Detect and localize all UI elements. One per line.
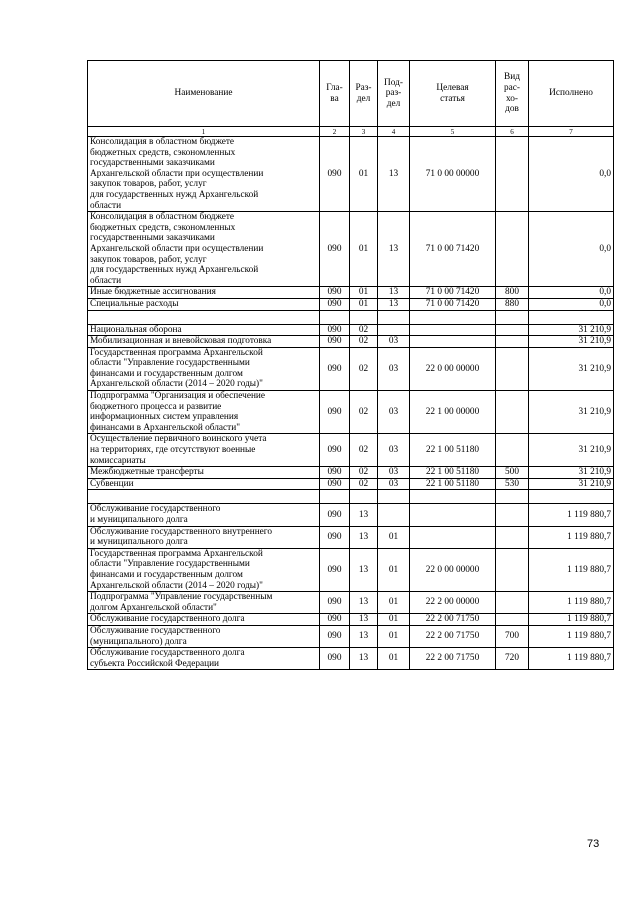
table-row (88, 548, 614, 591)
cell-name (88, 434, 320, 467)
cell-executed: 31 210,9 (529, 324, 614, 336)
table-row (88, 614, 614, 626)
spacer-cell (410, 490, 496, 504)
cell-razdel: 13 (350, 648, 378, 670)
cell-podrazdel: 03 (378, 434, 410, 467)
cell-name (88, 467, 320, 479)
cell-razdel: 13 (350, 592, 378, 614)
text-line: государственными заказчиками (90, 233, 215, 244)
header-vid (496, 61, 529, 127)
text-line: субъекта Российской Федерации (90, 658, 220, 669)
text-line: Осуществление первичного воинского учета (90, 434, 267, 445)
cell-razdel: 13 (350, 504, 378, 526)
cell-executed: 31 210,9 (529, 347, 614, 390)
text-line: финансами и государственным долгом (90, 368, 243, 379)
text-line: Обслуживание государственного долга (90, 648, 245, 659)
cell-glava: 090 (320, 614, 350, 626)
cell-target: 22 1 00 51180 (410, 467, 496, 479)
cell-glava: 090 (320, 548, 350, 591)
cell-name (88, 478, 320, 490)
cell-podrazdel: 13 (378, 137, 410, 212)
text-line: Подпрограмма "Управление государственным (90, 592, 273, 603)
spacer-cell (529, 310, 614, 324)
cell-razdel: 13 (350, 625, 378, 647)
cell-podrazdel: 13 (378, 212, 410, 287)
text-line: Государственная программа Архангельской (90, 347, 263, 358)
table-row (88, 298, 614, 310)
cell-podrazdel: 03 (378, 467, 410, 479)
text-line: Специальные расходы (90, 298, 179, 309)
cell-razdel: 02 (350, 324, 378, 336)
table-row (88, 347, 614, 390)
text-line: Архангельской области (2014 – 2020 годы)" (90, 580, 263, 591)
cell-name (88, 287, 320, 299)
table-row (88, 324, 614, 336)
cell-target: 71 0 00 00000 (410, 137, 496, 212)
cell-name (88, 298, 320, 310)
spacer-cell (320, 490, 350, 504)
text-line: Межбюджетные трансферты (90, 467, 204, 478)
cell-vid: 800 (496, 287, 529, 299)
text-line: Обслуживание государственного (90, 625, 221, 636)
text-line: Архангельской области при осуществлении (90, 243, 264, 254)
page-number: 73 (587, 838, 600, 850)
cell-vid: 530 (496, 478, 529, 490)
cell-podrazdel: 01 (378, 614, 410, 626)
text-line: Субвенции (90, 478, 134, 489)
cell-vid: 700 (496, 625, 529, 647)
cell-target: 22 1 00 00000 (410, 391, 496, 434)
text-line: бюджетного процесса и развитие (90, 401, 222, 412)
spacer-cell (88, 310, 320, 324)
text-line: и муниципального долга (90, 515, 188, 525)
cell-target: 71 0 00 71420 (410, 212, 496, 287)
cell-glava: 090 (320, 336, 350, 348)
cell-executed: 31 210,9 (529, 478, 614, 490)
cell-name (88, 324, 320, 336)
cell-vid (496, 434, 529, 467)
cell-target: 71 0 00 71420 (410, 287, 496, 299)
table-row (88, 592, 614, 614)
text-line: Раз- (355, 82, 372, 93)
text-line: рас- (504, 82, 520, 93)
cell-razdel: 02 (350, 467, 378, 479)
cell-name (88, 137, 320, 212)
cell-executed: 31 210,9 (529, 434, 614, 467)
text-line: дов (505, 104, 519, 115)
text-line: Консолидация в областном бюджете (90, 137, 235, 147)
cell-executed: 31 210,9 (529, 467, 614, 479)
cell-executed: 1 119 880,7 (529, 592, 614, 614)
text-line: и муниципального долга (90, 537, 188, 548)
text-line: Обслуживание государственного долга (90, 614, 245, 625)
cell-executed: 1 119 880,7 (529, 625, 614, 647)
cell-target: 22 0 00 00000 (410, 548, 496, 591)
text-line: закупок товаров, работ, услуг (90, 179, 207, 190)
cell-razdel: 02 (350, 336, 378, 348)
cell-executed: 1 119 880,7 (529, 526, 614, 548)
text-line: Под- (384, 77, 403, 88)
cell-target: 22 2 00 71750 (410, 614, 496, 626)
spacer-cell (529, 490, 614, 504)
cell-name (88, 391, 320, 434)
text-line: государственными заказчиками (90, 158, 215, 169)
cell-target: 22 1 00 51180 (410, 434, 496, 467)
spacer-cell (350, 310, 378, 324)
cell-glava: 090 (320, 391, 350, 434)
cell-glava: 090 (320, 478, 350, 490)
cell-name (88, 504, 320, 526)
text-line: для государственных нужд Архангельской (90, 189, 259, 200)
cell-razdel: 01 (350, 212, 378, 287)
text-line: закупок товаров, работ, услуг (90, 254, 207, 265)
text-line: комиссариаты (90, 455, 146, 466)
table-row (88, 526, 614, 548)
cell-podrazdel: 01 (378, 548, 410, 591)
text-line: области "Управление государственными (90, 559, 250, 570)
cell-razdel: 13 (350, 548, 378, 591)
cell-vid (496, 548, 529, 591)
cell-vid (496, 324, 529, 336)
cell-glava: 090 (320, 504, 350, 526)
cell-glava: 090 (320, 212, 350, 287)
cell-vid: 500 (496, 467, 529, 479)
text-line: для государственных нужд Архангельской (90, 265, 259, 276)
cell-vid: 720 (496, 648, 529, 670)
cell-glava: 090 (320, 287, 350, 299)
text-line: дел (356, 93, 371, 104)
table-body (88, 137, 614, 670)
spacer-cell (350, 490, 378, 504)
header-podrazdel (378, 61, 410, 127)
cell-podrazdel: 01 (378, 625, 410, 647)
cell-name (88, 548, 320, 591)
text-line: Целевая (436, 82, 469, 93)
cell-executed: 0,0 (529, 298, 614, 310)
cell-podrazdel: 13 (378, 298, 410, 310)
text-line: ва (330, 93, 339, 104)
cell-executed: 1 119 880,7 (529, 614, 614, 626)
text-line: статья (440, 93, 465, 104)
spacer-cell (378, 490, 410, 504)
table-row (88, 287, 614, 299)
cell-executed: 31 210,9 (529, 336, 614, 348)
table-row (88, 478, 614, 490)
header-razdel (350, 61, 378, 127)
cell-podrazdel: 01 (378, 526, 410, 548)
header-executed: Исполнено (529, 61, 614, 127)
column-number: 5 (410, 127, 496, 137)
cell-target (410, 526, 496, 548)
cell-razdel: 01 (350, 287, 378, 299)
cell-podrazdel: 01 (378, 648, 410, 670)
cell-executed: 0,0 (529, 287, 614, 299)
cell-podrazdel: 03 (378, 336, 410, 348)
table-row (88, 434, 614, 467)
text-line: Консолидация в областном бюджете (90, 212, 235, 223)
text-line: Гла- (326, 82, 343, 93)
cell-glava: 090 (320, 347, 350, 390)
cell-executed: 1 119 880,7 (529, 548, 614, 591)
column-number: 6 (496, 127, 529, 137)
header-target (410, 61, 496, 127)
text-line: Архангельской области при осуществлении (90, 168, 264, 179)
text-line: финансами и государственным долгом (90, 569, 243, 580)
header-row (88, 61, 614, 127)
cell-podrazdel (378, 324, 410, 336)
cell-executed: 1 119 880,7 (529, 648, 614, 670)
cell-target (410, 336, 496, 348)
header-glava (320, 61, 350, 127)
cell-podrazdel: 03 (378, 478, 410, 490)
text-line: Вид (504, 72, 520, 83)
cell-glava: 090 (320, 467, 350, 479)
cell-razdel: 02 (350, 434, 378, 467)
spacer-cell (410, 310, 496, 324)
text-line: Обслуживание государственного (90, 504, 221, 515)
cell-executed: 0,0 (529, 212, 614, 287)
text-line: (муниципального) долга (90, 636, 187, 647)
cell-name (88, 336, 320, 348)
cell-vid (496, 614, 529, 626)
cell-glava: 090 (320, 434, 350, 467)
cell-glava: 090 (320, 592, 350, 614)
text-line: Мобилизационная и вневойсковая подготовка (90, 336, 272, 347)
table-row (88, 137, 614, 212)
text-line: Национальная оборона (90, 324, 182, 335)
text-line: Архангельской области (2014 – 2020 годы)" (90, 379, 263, 390)
cell-razdel: 13 (350, 614, 378, 626)
cell-glava: 090 (320, 648, 350, 670)
text-line: Обслуживание государственного внутреннего (90, 526, 273, 537)
column-number-row (88, 127, 614, 137)
cell-target: 22 2 00 71750 (410, 625, 496, 647)
cell-target (410, 324, 496, 336)
table-row (88, 391, 614, 434)
table-row (88, 336, 614, 348)
cell-podrazdel: 13 (378, 287, 410, 299)
text-line: долгом Архангельской области" (90, 602, 217, 613)
text-line: Иные бюджетные ассигнования (90, 287, 216, 298)
cell-glava: 090 (320, 625, 350, 647)
cell-razdel: 02 (350, 391, 378, 434)
cell-vid (496, 347, 529, 390)
column-number: 1 (88, 127, 320, 137)
text-line: информационных систем управления (90, 412, 239, 423)
cell-vid (496, 336, 529, 348)
cell-executed: 0,0 (529, 137, 614, 212)
cell-name (88, 526, 320, 548)
spacer-cell (378, 310, 410, 324)
cell-vid (496, 391, 529, 434)
cell-name (88, 648, 320, 670)
spacer-row (88, 310, 614, 324)
cell-executed: 31 210,9 (529, 391, 614, 434)
cell-target (410, 504, 496, 526)
cell-target: 71 0 00 71420 (410, 298, 496, 310)
cell-glava: 090 (320, 526, 350, 548)
cell-vid (496, 212, 529, 287)
text-line: на территориях, где отсутствуют военные (90, 445, 256, 456)
cell-vid (496, 526, 529, 548)
spacer-cell (496, 310, 529, 324)
cell-vid (496, 592, 529, 614)
cell-razdel: 01 (350, 298, 378, 310)
table-row (88, 625, 614, 647)
cell-target: 22 2 00 71750 (410, 648, 496, 670)
cell-razdel: 01 (350, 137, 378, 212)
text-line: финансами в Архангельской области" (90, 422, 241, 433)
text-line: Подпрограмма "Организация и обеспечение (90, 391, 266, 402)
cell-podrazdel: 03 (378, 391, 410, 434)
cell-name (88, 625, 320, 647)
text-line: области (90, 275, 122, 286)
column-number: 3 (350, 127, 378, 137)
cell-name (88, 347, 320, 390)
table-row (88, 504, 614, 526)
cell-name (88, 592, 320, 614)
cell-podrazdel: 03 (378, 347, 410, 390)
spacer-cell (88, 490, 320, 504)
column-number: 7 (529, 127, 614, 137)
budget-table (87, 60, 614, 670)
cell-executed: 1 119 880,7 (529, 504, 614, 526)
cell-target: 22 2 00 00000 (410, 592, 496, 614)
table-row (88, 648, 614, 670)
cell-razdel: 02 (350, 347, 378, 390)
table-row (88, 212, 614, 287)
text-line: бюджетных средств, сэкономленных (90, 147, 236, 158)
cell-podrazdel: 01 (378, 592, 410, 614)
table-row (88, 467, 614, 479)
cell-vid (496, 504, 529, 526)
text-line: хо- (505, 93, 519, 104)
text-line: Государственная программа Архангельской (90, 548, 263, 559)
cell-razdel: 13 (350, 526, 378, 548)
cell-vid: 880 (496, 298, 529, 310)
cell-podrazdel (378, 504, 410, 526)
cell-glava: 090 (320, 137, 350, 212)
cell-name (88, 614, 320, 626)
cell-razdel: 02 (350, 478, 378, 490)
cell-vid (496, 137, 529, 212)
spacer-cell (496, 490, 529, 504)
text-line: области (90, 200, 122, 211)
column-number: 4 (378, 127, 410, 137)
text-line: области "Управление государственными (90, 358, 250, 369)
text-line: раз- (385, 88, 402, 99)
cell-target: 22 0 00 00000 (410, 347, 496, 390)
spacer-row (88, 490, 614, 504)
cell-target: 22 1 00 51180 (410, 478, 496, 490)
spacer-cell (320, 310, 350, 324)
column-number: 2 (320, 127, 350, 137)
cell-name (88, 212, 320, 287)
header-name: Наименование (88, 61, 320, 127)
text-line: дел (386, 98, 401, 109)
cell-glava: 090 (320, 298, 350, 310)
cell-glava: 090 (320, 324, 350, 336)
text-line: бюджетных средств, сэкономленных (90, 222, 236, 233)
